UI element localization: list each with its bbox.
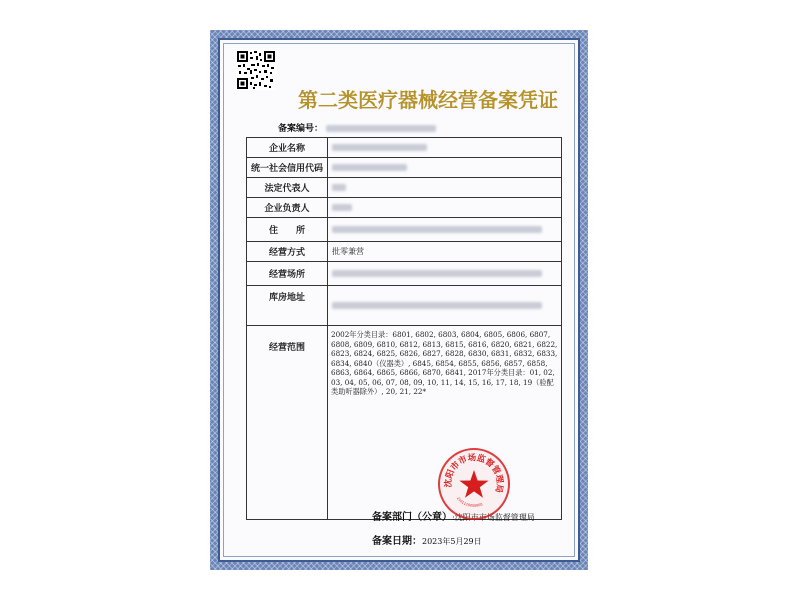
redacted-value — [332, 164, 407, 171]
redacted-value — [332, 204, 352, 211]
redacted-value — [332, 144, 427, 151]
row-label: 经营场所 — [247, 262, 328, 286]
certificate — [210, 30, 588, 570]
table-row — [247, 262, 562, 286]
seal-star-icon — [459, 470, 488, 498]
svg-text:2101120050000 — [456, 496, 483, 508]
redacted-value — [332, 270, 542, 277]
certificate-paper — [218, 38, 580, 562]
certificate-title: 第二类医疗器械经营备案凭证 — [298, 88, 558, 112]
table-row — [247, 138, 562, 158]
row-value — [328, 262, 562, 286]
filing-date-value: 2023年5月29日 — [422, 537, 482, 546]
filing-date-label: 备案日期： — [372, 536, 422, 547]
row-value — [328, 178, 562, 198]
table-row — [247, 178, 562, 198]
table-row — [247, 242, 562, 262]
redacted-value — [332, 184, 346, 191]
row-value — [328, 286, 562, 326]
table-row — [247, 286, 562, 326]
row-label: 经营方式 — [247, 242, 328, 262]
business-mode-value: 批零兼营 — [328, 242, 562, 262]
registration-number — [278, 121, 436, 134]
redacted-value — [332, 302, 542, 309]
table-row — [247, 158, 562, 178]
registration-number-label: 备案编号： — [278, 124, 324, 134]
table-row — [247, 326, 562, 520]
filing-department-label: 备案部门（公章） — [372, 512, 452, 523]
row-label: 企业名称 — [247, 138, 328, 158]
table-row — [247, 198, 562, 218]
filing-department-value: :沈阳市市场监督管理局 — [452, 513, 535, 522]
row-value — [328, 218, 562, 242]
official-seal-icon — [438, 448, 510, 520]
filing-date — [372, 532, 482, 547]
row-value — [328, 138, 562, 158]
redacted-value — [332, 226, 542, 233]
row-label: 法定代表人 — [247, 178, 328, 198]
row-label: 统一社会信用代码 — [247, 158, 328, 178]
qr-code-icon — [236, 50, 276, 90]
table-row — [247, 218, 562, 242]
row-value — [328, 158, 562, 178]
row-label: 经营范围 — [247, 326, 328, 520]
seal-code: 2101120050000 — [455, 496, 484, 508]
row-label: 库房地址 — [247, 286, 328, 326]
seal-text: 沈阳市市场监督管理局 — [443, 453, 505, 494]
redacted-registration-number — [326, 125, 436, 132]
business-scope-value: 2002年分类目录：6801, 6802, 6803, 6804, 6805, 6806, 6807, 6808, 6809, 6810, 6812, 6813, 6815, 6816, 6820, 6821, 6822, 6823, 6824, 6825, 6826, 6827, 6828, 6830, 6831, 6832, 6833, 6834, 6840（仪器类）, 6845, 6854, 6855, 6856, 6857, 6858, 6863, 6864, 6865, 6866, 6870, 6841, 2017年分类目录：01, 02, 03, 04, 05, 06, 07, 08, 09, 10, 11, 14, 15, 16, 17, 18, 19（验配类助听器除外）, 20, 21, 22* — [328, 326, 562, 520]
row-label: 住 所 — [247, 218, 328, 242]
row-label: 企业负责人 — [247, 198, 328, 218]
row-value — [328, 198, 562, 218]
certificate-table — [246, 137, 562, 520]
